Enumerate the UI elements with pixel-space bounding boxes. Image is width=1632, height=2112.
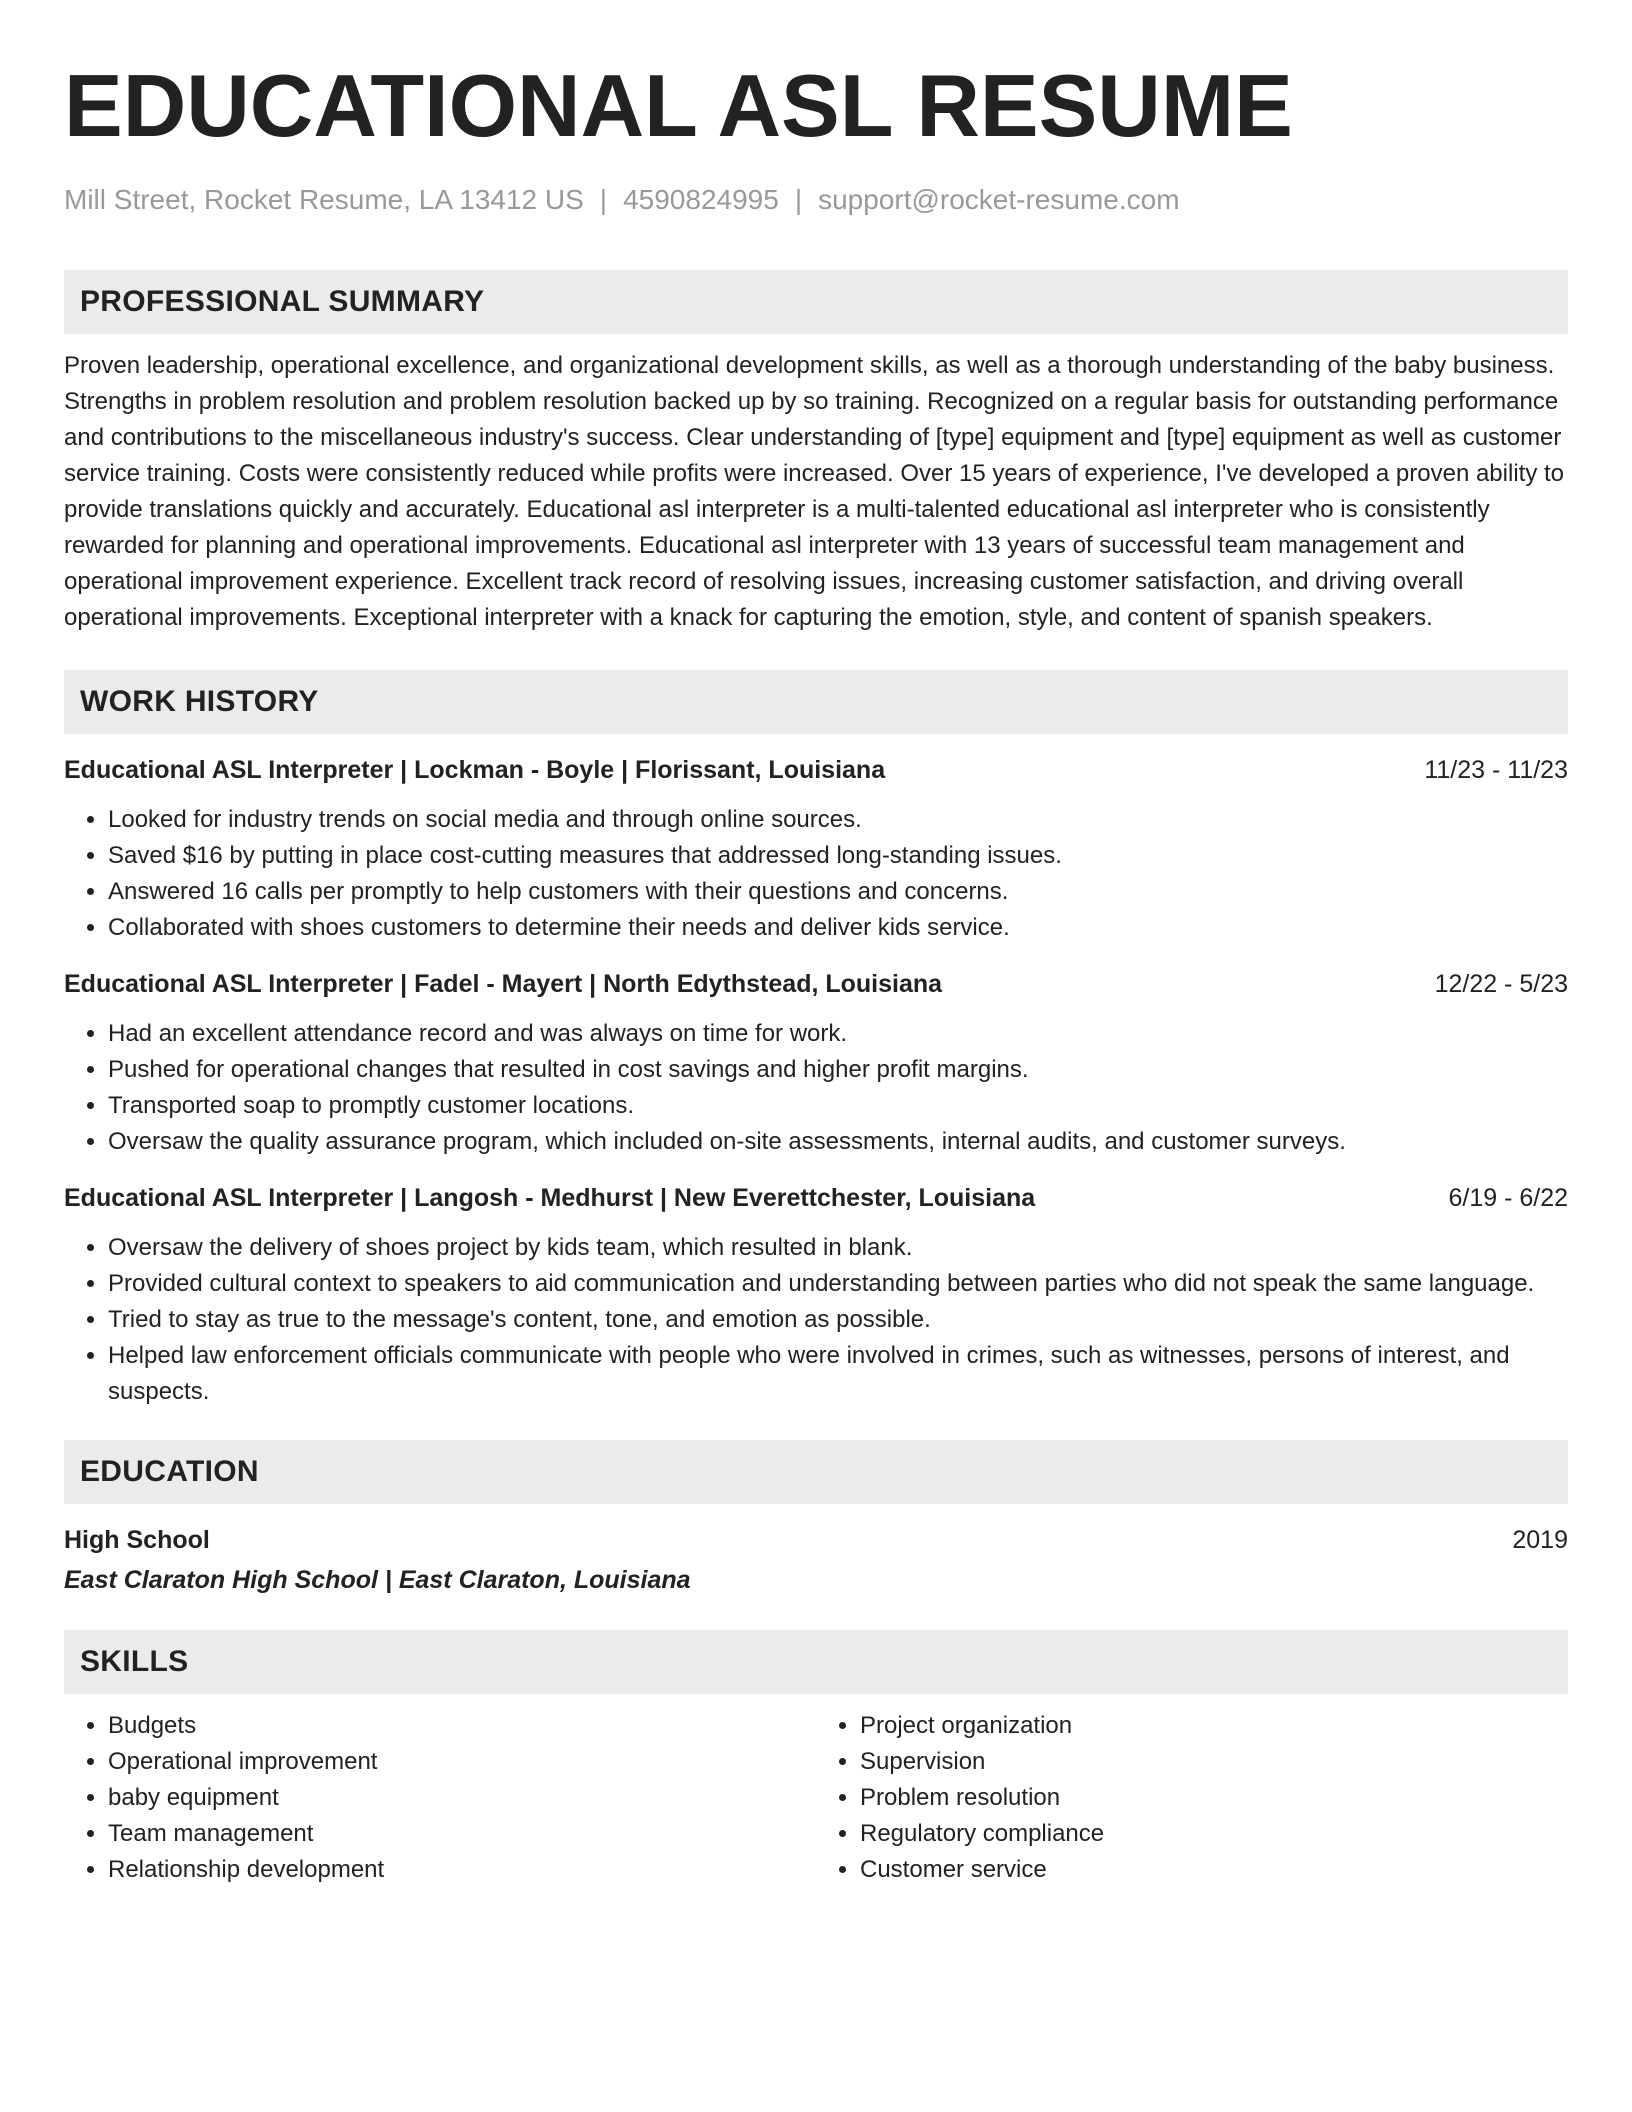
job-bullets <box>64 802 1568 946</box>
separator: | <box>794 184 803 215</box>
job-header <box>64 752 1568 788</box>
list-item: • Oversaw the delivery of shoes project by kids team, which resulted in blank. <box>108 1230 1568 1266</box>
skills-list <box>64 1708 1568 1888</box>
list-item: • Oversaw the quality assurance program, which included on-site assessments, internal audits, and customer surveys. <box>108 1124 1568 1160</box>
job-dates: 11/23 - 11/23 <box>1424 756 1568 784</box>
list-item: • Pushed for operational changes that resulted in cost savings and higher profit margins. <box>108 1052 1568 1088</box>
list-item: • Supervision <box>860 1744 1568 1780</box>
section-heading-summary: PROFESSIONAL SUMMARY <box>64 270 1568 334</box>
resume-title: EDUCATIONAL ASL RESUME <box>64 56 1293 155</box>
job-header <box>64 966 1568 1002</box>
list-item: • Looked for industry trends on social media and through online sources. <box>108 802 1568 838</box>
job-title: Educational ASL Interpreter | Fadel - Mayert | North Edythstead, Louisiana <box>64 970 943 998</box>
education-school: East Claraton High School | East Claraton, Louisiana <box>64 1566 691 1594</box>
contact-line <box>64 182 1568 218</box>
list-item: • Team management <box>108 1816 816 1852</box>
job-title: Educational ASL Interpreter | Langosh - Medhurst | New Everettchester, Louisiana <box>64 1184 1036 1212</box>
list-item: • Helped law enforcement officials communicate with people who were involved in crimes, such as witnesses, persons of interest, and suspects. <box>108 1338 1568 1410</box>
list-item: • Answered 16 calls per promptly to help customers with their questions and concerns. <box>108 874 1568 910</box>
job-dates: 6/19 - 6/22 <box>1448 1184 1568 1212</box>
list-item: • Regulatory compliance <box>860 1816 1568 1852</box>
address: Mill Street, Rocket Resume, LA 13412 US <box>64 184 584 215</box>
job-entry <box>64 966 1568 1160</box>
phone: 4590824995 <box>623 184 779 215</box>
job-dates: 12/22 - 5/23 <box>1434 970 1568 998</box>
job-header <box>64 1180 1568 1216</box>
list-item: • Transported soap to promptly customer locations. <box>108 1088 1568 1124</box>
education-header <box>64 1522 1568 1558</box>
job-bullets <box>64 1016 1568 1160</box>
job-entry <box>64 752 1568 946</box>
list-item: • baby equipment <box>108 1780 816 1816</box>
list-item: • Saved $16 by putting in place cost-cutting measures that addressed long-standing issues. <box>108 838 1568 874</box>
skills-column-right <box>816 1708 1568 1888</box>
list-item: • Budgets <box>108 1708 816 1744</box>
job-bullets <box>64 1230 1568 1410</box>
list-item: • Problem resolution <box>860 1780 1568 1816</box>
skills-column-left <box>64 1708 816 1888</box>
list-item: • Collaborated with shoes customers to determine their needs and deliver kids service. <box>108 910 1568 946</box>
list-item: • Project organization <box>860 1708 1568 1744</box>
list-item: • Had an excellent attendance record and was always on time for work. <box>108 1016 1568 1052</box>
list-item: • Tried to stay as true to the message's content, tone, and emotion as possible. <box>108 1302 1568 1338</box>
job-entry <box>64 1180 1568 1410</box>
list-item: • Relationship development <box>108 1852 816 1888</box>
job-title: Educational ASL Interpreter | Lockman - Boyle | Florissant, Louisiana <box>64 756 886 784</box>
separator: | <box>599 184 608 215</box>
list-item: • Operational improvement <box>108 1744 816 1780</box>
education-entry <box>64 1522 1568 1598</box>
list-item: • Customer service <box>860 1852 1568 1888</box>
education-degree: High School <box>64 1526 210 1554</box>
summary-text: Proven leadership, operational excellence, and organizational development skills, as well as a thorough understanding of the baby business. Strengths in problem resolution and problem resolution backed up by so training. Recognized on a regular basis for outstanding performance and contributions to the miscellaneous industry's success. Clear understanding of [type] equipment and [type] equipment as well as customer service training. Costs were consistently reduced while profits were increased. Over 15 years of experience, I've developed a proven ability to provide translations quickly and accurately. Educational asl interpreter is a multi-talented educational asl interpreter who is consistently rewarded for planning and operational improvements. Educational asl interpreter with 13 years of successful team management and operational improvement experience. Excellent track record of resolving issues, increasing customer satisfaction, and driving overall operational improvements. Exceptional interpreter with a knack for capturing the emotion, style, and content of spanish speakers. <box>64 352 1564 631</box>
education-year: 2019 <box>1512 1526 1568 1554</box>
list-item: • Provided cultural context to speakers to aid communication and understanding between parties who did not speak the same language. <box>108 1266 1568 1302</box>
email: support@rocket-resume.com <box>818 184 1180 215</box>
section-heading-education: EDUCATION <box>64 1440 1568 1504</box>
section-heading-work-history: WORK HISTORY <box>64 670 1568 734</box>
section-heading-skills: SKILLS <box>64 1630 1568 1694</box>
